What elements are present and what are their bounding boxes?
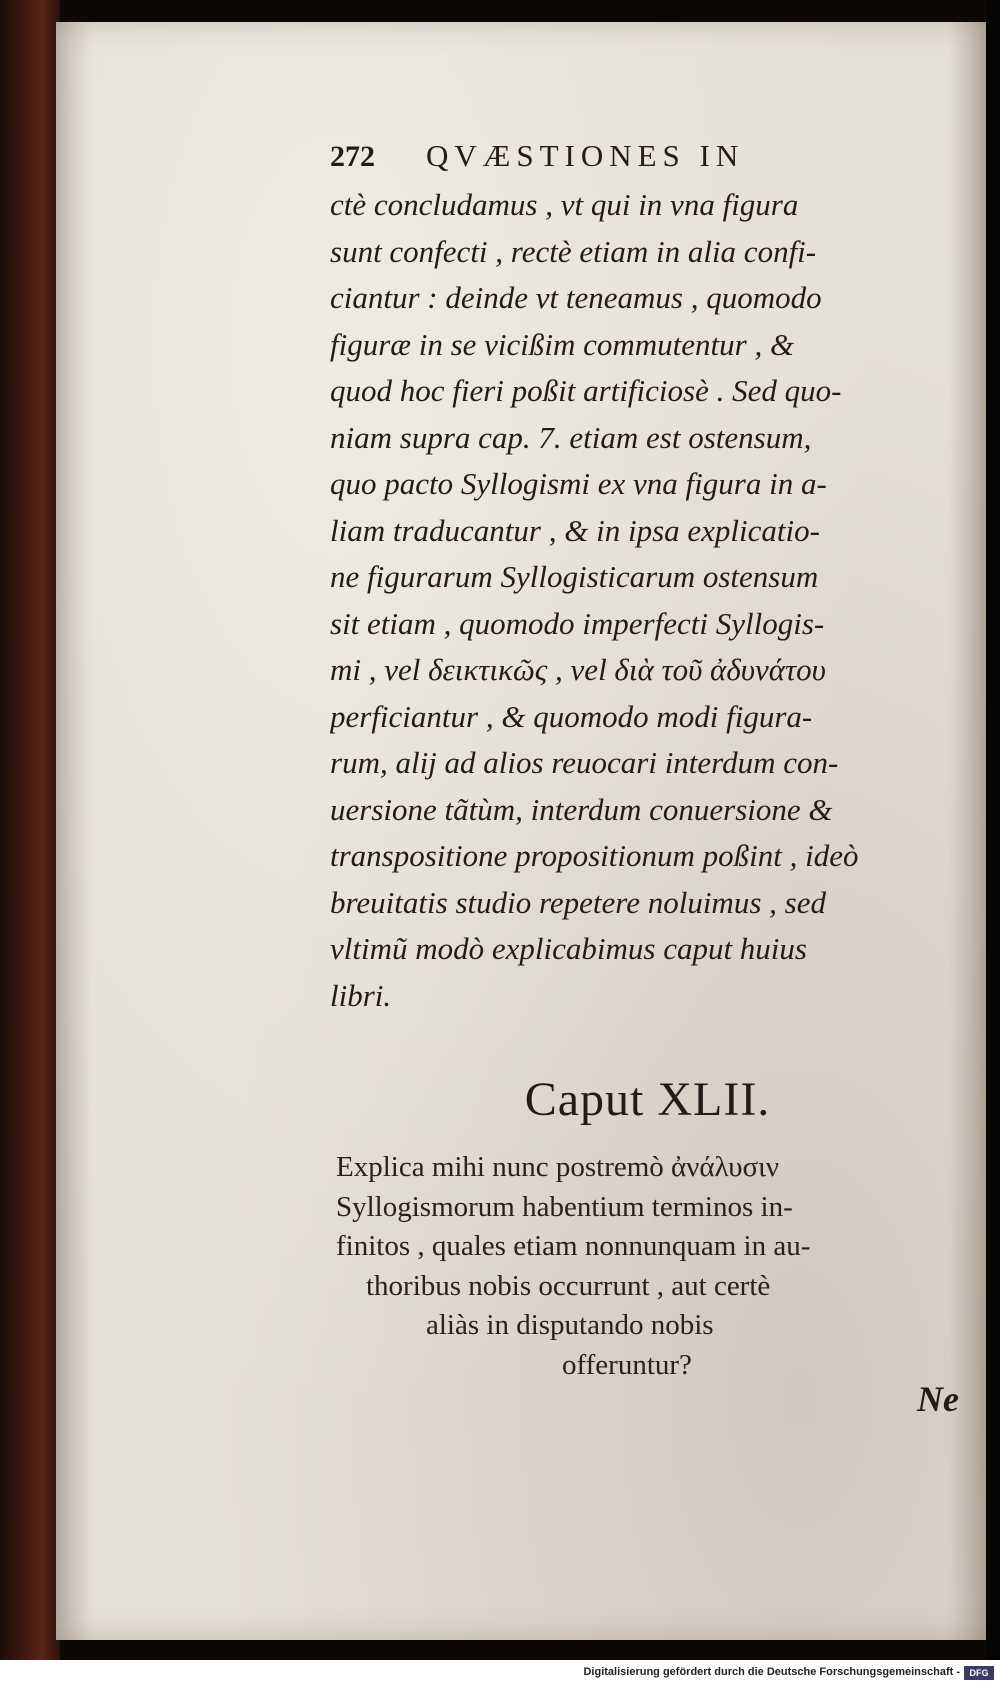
text-line: perficiantur , & quomodo modi figura- — [330, 698, 813, 734]
text-line: niam supra cap. 7. etiam est ostensum, — [330, 419, 812, 455]
text-line: vltimũ modò explicabimus caput huius — [330, 931, 807, 966]
text-line: quod hoc fieri poßit artificiosè . Sed quo- — [330, 373, 842, 408]
text-line: quo pacto Syllogismi ex vna figura in a- — [330, 466, 827, 501]
text-line: sunt confecti , rectè etiam in alia confi- — [330, 233, 817, 269]
question-line: thoribus nobis occurrunt , aut certè — [366, 1269, 771, 1302]
text-line: mi , vel δεικτικῶς , vel διὰ τοῦ ἀδυνάτου — [330, 652, 826, 687]
text-line: transpositione propositionum poßint , ideò — [330, 838, 859, 873]
chapter-heading: Caput XLII. — [524, 1073, 771, 1126]
question-line: aliàs in disputando nobis — [426, 1309, 714, 1341]
text-line: ciantur : deinde vt teneamus , quomodo — [330, 280, 822, 315]
body-text — [330, 182, 965, 1019]
running-head — [330, 140, 850, 180]
text-line: ctè concludamus , vt qui in vna figura — [330, 187, 799, 222]
chapter-question — [336, 1148, 971, 1385]
text-line: libri. — [330, 977, 392, 1013]
text-line: figuræ in se vicißim commutentur , & — [330, 326, 795, 362]
dfg-logo-icon[interactable]: DFG — [964, 1666, 994, 1680]
page-number: 272 — [330, 140, 375, 173]
question-line: Syllogismorum habentium terminos in- — [336, 1190, 793, 1223]
digitization-credit — [0, 1664, 1000, 1684]
right-scan-edge — [986, 0, 1000, 1660]
catchword: Ne — [917, 1379, 959, 1419]
question-line: offeruntur? — [562, 1348, 692, 1381]
text-line: breuitatis studio repetere noluimus , sed — [330, 884, 826, 920]
question-line: finitos , quales etiam nonnunquam in au- — [336, 1230, 811, 1262]
question-line: Explica mihi nunc postremò ἀνάλυσιν — [336, 1151, 779, 1183]
text-line: ne figurarum Syllogisticarum ostensum — [330, 559, 819, 594]
book-spine-edge — [0, 0, 60, 1660]
text-line: sit etiam , quomodo imperfecti Syllogis- — [330, 605, 825, 641]
text-line: rum, alij ad alios reuocari interdum con- — [330, 745, 839, 780]
credit-text: Digitalisierung gefördert durch die Deutsche Forschungsgemeinschaft - — [583, 1666, 960, 1678]
text-line: uersione tãtùm, interdum conuersione & — [330, 791, 833, 827]
text-line: liam traducantur , & in ipsa explicatio- — [330, 512, 820, 548]
running-head-title: QVÆSTIONES IN — [426, 138, 745, 173]
